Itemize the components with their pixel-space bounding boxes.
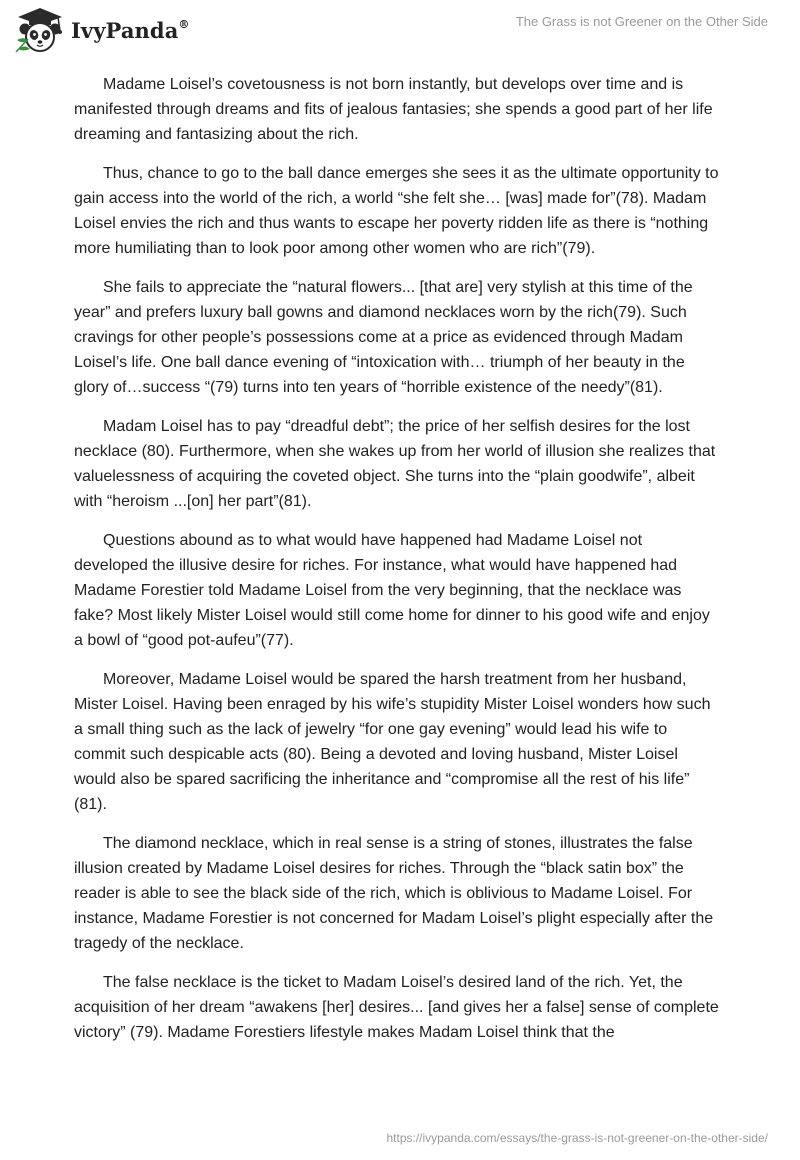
paragraph: Madame Loisel’s covetousness is not born instantly, but develops over time and is manifested through dreams and fits of jealous fantasies; she spends a good part of her life dreaming and fantasizing about the rich. <box>74 76 713 143</box>
paragraph: She fails to appreciate the “natural flowers... [that are] very stylish at this time of the year” and prefers luxury ball gowns and diamond necklaces worn by the rich(79). Such cravings for other people’s possessions come at a price as evidenced through Madam Loisel’s life. One ball dance evening of “intoxication with… triumph of her beauty in the glory of…success “(79) turns into ten years of “horrible existence of the needy”(81). <box>74 279 693 396</box>
paragraph: The false necklace is the ticket to Madam Loisel’s desired land of the rich. Yet, the acquisition of her dream “awakens [her] desires... [and gives her a false] sense of complete victory” (79). Madame Forestiers lifestyle makes Madam Loisel think that the <box>74 974 719 1041</box>
panda-graduate-icon <box>14 6 66 54</box>
registered-mark: ® <box>178 17 190 31</box>
paragraph: The diamond necklace, which in real sense is a string of stones, illustrates the false illusion created by Madame Loisel desires for riches. Through the “black satin box” the reader is able to see the black side of the rich, which is oblivious to Madame Loisel. For instance, Madame Forestier is not concerned for Madam Loisel’s plight especially after the tragedy of the necklace. <box>74 835 714 952</box>
paragraph: Questions abound as to what would have happened had Madame Loisel not developed the illusive desire for riches. For instance, what would have happened had Madame Forestier told Madame Loisel from the very beginning, that the necklace was fake? Most likely Mister Loisel would still come home for dinner to his good wife and enjoy a bowl of “good pot-aufeu”(77). <box>74 532 710 649</box>
ivypanda-logo[interactable] <box>14 6 190 54</box>
source-url[interactable]: https://ivypanda.com/essays/the-grass-is-not-greener-on-the-other-side/ <box>386 1131 768 1145</box>
page-header <box>0 0 800 62</box>
document-title: The Grass is not Greener on the Other Side <box>515 14 768 29</box>
paragraph: Thus, chance to go to the ball dance emerges she sees it as the ultimate opportunity to gain access into the world of the rich, a world “she felt she… [was] made for”(78). Madam Loisel envies the rich and thus wants to escape her poverty ridden life as there is “nothing more humiliating than to look poor among other women who are rich”(79). <box>74 165 719 257</box>
paragraph: Moreover, Madame Loisel would be spared the harsh treatment from her husband, Mister Loisel. Having been enraged by his wife’s stupidity Mister Loisel wonders how such a small thing such as the lack of jewelry “for one gay evening” would lead his wife to commit such despicable acts (80). Being a devoted and loving husband, Mister Loisel would also be spared sacrificing the inheritance and “compromise all the rest of his life” (81). <box>74 671 711 813</box>
essay-body <box>74 72 720 1059</box>
brand-name <box>71 18 190 43</box>
paragraph: Madam Loisel has to pay “dreadful debt”; the price of her selfish desires for the lost necklace (80). Furthermore, when she wakes up from her world of illusion she realizes that valuelessness of acquiring the coveted object. She turns into the “plain goodwife”, albeit with “heroism ...[on] her part”(81). <box>74 418 716 510</box>
brand-text: IvyPanda <box>71 17 179 43</box>
